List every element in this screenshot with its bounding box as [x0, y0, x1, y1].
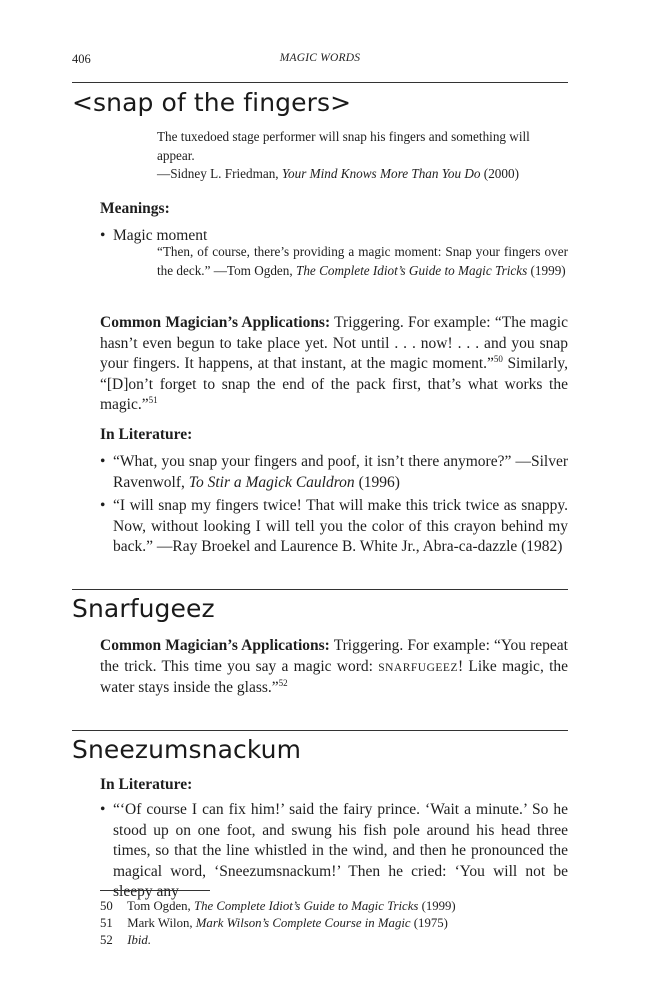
entry-rule: [72, 730, 568, 731]
header-rule: [72, 82, 568, 83]
footnote-number: 50: [100, 899, 113, 913]
literature-item: [100, 452, 568, 493]
literature-year: (1996): [358, 473, 400, 491]
magic-word: SNARFUGEEZ: [378, 661, 458, 674]
applications-heading: Common Magician’s Applications:: [100, 637, 330, 654]
footnote-work: Ibid.: [127, 933, 152, 947]
footnote-year: (1975): [413, 916, 448, 930]
meaning-quote: [157, 243, 568, 280]
page-number: 406: [72, 52, 91, 66]
meaning-quote-work: The Complete Idiot’s Guide to Magic Tricks: [295, 262, 528, 278]
epigraph-year: (2000): [483, 166, 519, 181]
entry-title-snap-of-the-fingers: <snap of the fingers>: [72, 88, 352, 117]
running-head-title: MAGIC WORDS: [279, 52, 361, 64]
footnote-52: [100, 932, 151, 948]
footnote-author: Tom Ogden,: [126, 899, 191, 913]
bullet-marker: •: [100, 453, 106, 470]
footnote-number: 51: [100, 916, 113, 930]
footnote-ref-52[interactable]: 52: [278, 677, 288, 688]
applications-text-2: Similarly, “[D]on’t forget to snap the end of the pack first, that’s what works the magic.”: [100, 355, 568, 413]
epigraph-work: Your Mind Knows More Than You Do: [281, 166, 481, 181]
entry-title-snarfugeez: Snarfugeez: [72, 594, 215, 623]
epigraph-attribution: —Sidney L. Friedman,: [157, 166, 279, 181]
applications-text-2: ! Like magic, the water stays inside the glass.”: [100, 657, 569, 696]
meanings-heading: Meanings:: [100, 200, 170, 217]
footnote-year: (1999): [421, 899, 456, 913]
literature-text: “I will snap my fingers twice! That will make this trick twice as snappy. Now, without looking I will tell you the color of this crayon behind my back.” —Ray Broekel and Laurence B. White Jr., Abra-ca-dazzle (1982): [113, 497, 568, 555]
footnote-ref-50[interactable]: 50: [493, 353, 503, 364]
epigraph: [157, 128, 552, 184]
footnote-work: The Complete Idiot’s Guide to Magic Tricks: [193, 899, 419, 913]
applications-text-1: Triggering. For example: “The magic hasn’t even begun to take place yet. Not until . . . now! . . . and you snap your fingers. It happens, at that instant, at the magic moment.”: [100, 314, 568, 372]
literature-heading: In Literature:: [100, 426, 193, 443]
applications-paragraph: [100, 313, 568, 416]
literature-item: [100, 496, 568, 558]
footnote-work: Mark Wilson’s Complete Course in Magic: [195, 916, 411, 930]
applications-paragraph: [100, 636, 568, 699]
literature-heading: In Literature:: [100, 776, 193, 793]
footnote-51: [100, 915, 448, 931]
footnote-number: 52: [100, 933, 113, 947]
applications-text-1: Triggering. For example: “You repeat the trick. This time you say a magic word:: [100, 637, 568, 675]
meaning-quote-year: (1999): [530, 262, 566, 278]
meaning-label: Magic moment: [113, 227, 208, 244]
applications-heading: Common Magician’s Applications:: [100, 314, 331, 331]
literature-text: “What, you snap your fingers and poof, it isn’t there anymore?” —Silver Ravenwolf,: [113, 453, 568, 491]
footnote-author: Mark Wilon,: [127, 916, 193, 930]
literature-item: [100, 800, 568, 903]
footnote-ref-51[interactable]: 51: [148, 394, 158, 405]
bullet-marker: •: [100, 497, 106, 514]
epigraph-text: The tuxedoed stage performer will snap his fingers and something will appear.: [157, 129, 530, 163]
bullet-marker: •: [100, 801, 106, 818]
bullet-marker: •: [100, 227, 106, 244]
literature-text: “‘Of course I can fix him!’ said the fairy prince. ‘Wait a minute.’ So he stood up on one foot, and swung his fish pole around his head three times, so that the line whistled in the wind, and then he pronounced the magical word, ‘Sneezumsnackum!’ Then he cried: ‘You will not be sleepy any: [113, 801, 568, 900]
entry-rule: [72, 589, 568, 590]
meaning-quote-text: “Then, of course, there’s providing a magic moment: Snap your fingers over the deck.” —Tom Ogden,: [157, 244, 568, 278]
entry-title-sneezumsnackum: Sneezumsnackum: [72, 735, 302, 764]
footnote-50: [100, 898, 456, 914]
literature-work: To Stir a Magick Cauldron: [188, 473, 355, 491]
running-head: [72, 52, 568, 70]
footnote-rule: [100, 890, 210, 891]
